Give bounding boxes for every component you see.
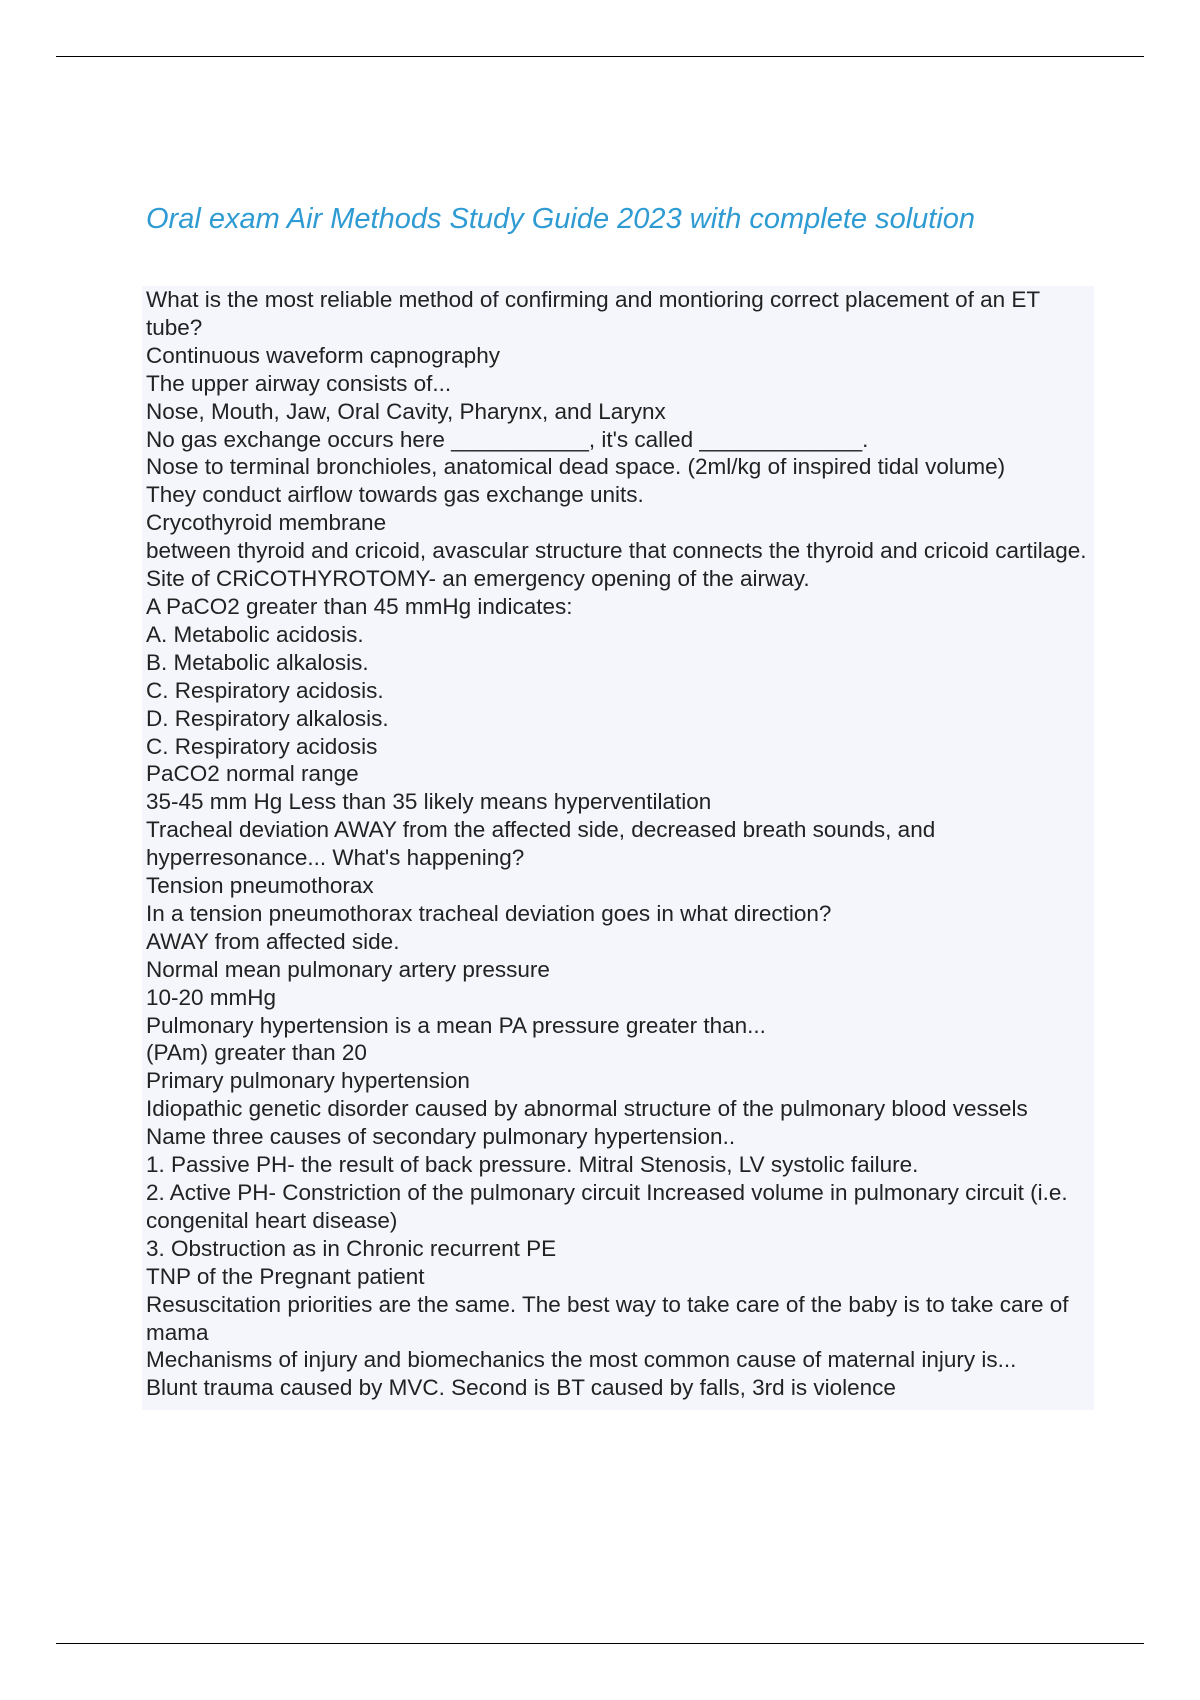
text-line: Resuscitation priorities are the same. The best way to take care of the baby is to take care of mama xyxy=(146,1291,1069,1345)
text-line: Idiopathic genetic disorder caused by abnormal structure of the pulmonary blood vessels xyxy=(146,1096,1028,1122)
text-line: What is the most reliable method of confirming and montioring correct placement of an ET tube? xyxy=(146,287,1040,340)
text-line: Continuous waveform capnography xyxy=(146,342,500,368)
text-line: Tension pneumothorax xyxy=(146,873,374,899)
text-line: PaCO2 normal range xyxy=(146,761,359,787)
document-body xyxy=(142,286,1094,1410)
text-line: Nose, Mouth, Jaw, Oral Cavity, Pharynx, and Larynx xyxy=(146,398,666,424)
text-line: 3. Obstruction as in Chronic recurrent PE xyxy=(146,1235,557,1261)
text-line: Mechanisms of injury and biomechanics the most common cause of maternal injury is... xyxy=(146,1347,1017,1373)
text-line: C. Respiratory acidosis. xyxy=(146,677,384,703)
text-line: A. Metabolic acidosis. xyxy=(146,621,364,647)
text-line: Pulmonary hypertension is a mean PA pressure greater than... xyxy=(146,1012,766,1038)
text-line: D. Respiratory alkalosis. xyxy=(146,705,389,731)
text-line: Crycothyroid membrane xyxy=(146,510,387,536)
text-line: TNP of the Pregnant patient xyxy=(146,1263,425,1289)
text-line: Normal mean pulmonary artery pressure xyxy=(146,956,550,982)
text-line: (PAm) greater than 20 xyxy=(146,1040,367,1066)
text-line: Nose to terminal bronchioles, anatomical dead space. (2ml/kg of inspired tidal volume) xyxy=(146,454,1006,480)
text-line: They conduct airflow towards gas exchange units. xyxy=(146,482,644,508)
text-line: 2. Active PH- Constriction of the pulmonary circuit Increased volume in pulmonary circuit (i.e. congenital heart disease) xyxy=(146,1180,1068,1233)
text-line: AWAY from affected side. xyxy=(146,928,400,954)
text-line: In a tension pneumothorax tracheal deviation goes in what direction? xyxy=(146,900,832,926)
top-rule xyxy=(56,56,1144,57)
text-line: Primary pulmonary hypertension xyxy=(146,1068,470,1094)
bottom-rule xyxy=(56,1643,1144,1644)
text-line: between thyroid and cricoid, avascular structure that connects the thyroid and cricoid cartilage. Site of CRiCOTHYROTOMY- an emergency opening of the airway. xyxy=(146,538,1087,592)
text-line: Tracheal deviation AWAY from the affected side, decreased breath sounds, and hyperresonance... What's happening? xyxy=(146,817,936,871)
text-line: 10-20 mmHg xyxy=(146,984,277,1010)
text-line: 35-45 mm Hg Less than 35 likely means hyperventilation xyxy=(146,789,712,815)
text-line: 1. Passive PH- the result of back pressure. Mitral Stenosis, LV systolic failure. xyxy=(146,1152,919,1178)
document-title: Oral exam Air Methods Study Guide 2023 with complete solution xyxy=(146,203,976,235)
text-line: Name three causes of secondary pulmonary hypertension.. xyxy=(146,1124,736,1150)
text-line: The upper airway consists of... xyxy=(146,370,452,396)
text-line: C. Respiratory acidosis xyxy=(146,733,378,759)
text-line: B. Metabolic alkalosis. xyxy=(146,649,369,675)
text-line: Blunt trauma caused by MVC. Second is BT caused by falls, 3rd is violence xyxy=(146,1375,896,1401)
text-line: No gas exchange occurs here ___________, it's called _____________. xyxy=(146,426,869,452)
text-line: A PaCO2 greater than 45 mmHg indicates: xyxy=(146,593,573,619)
